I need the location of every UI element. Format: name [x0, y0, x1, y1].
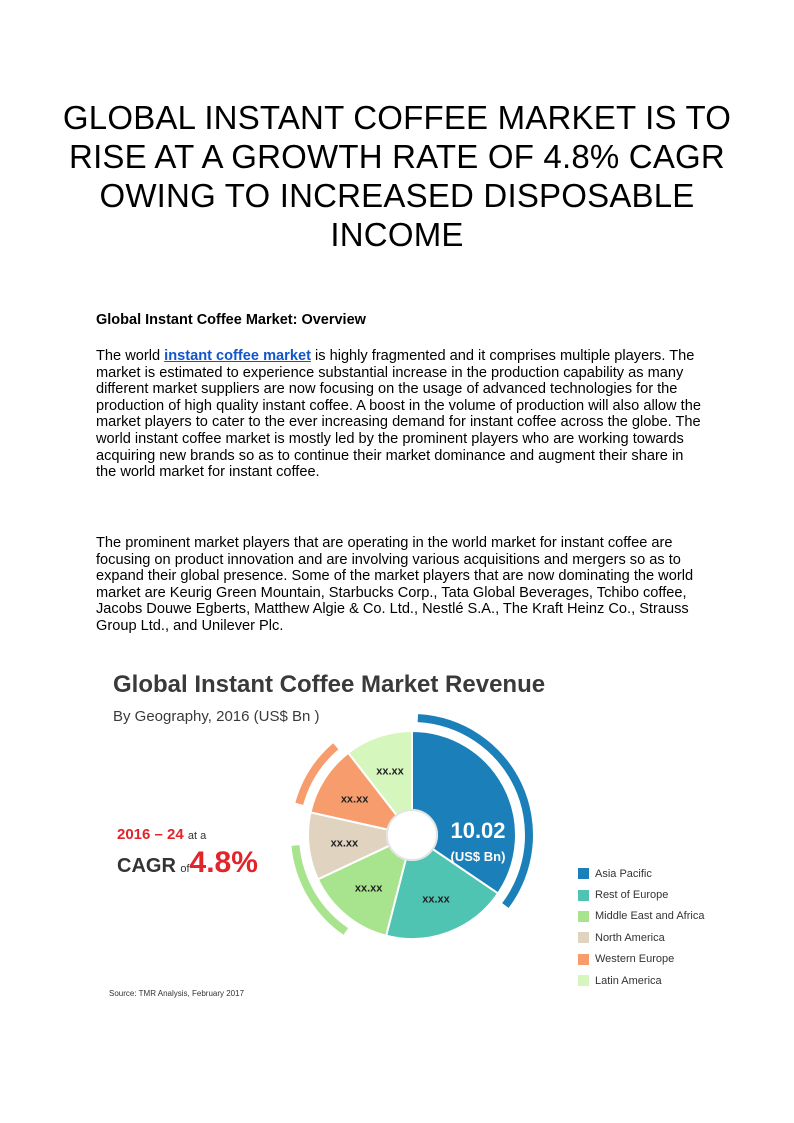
pie-primary-unit: (US$ Bn): [450, 849, 506, 864]
chart-legend: [578, 863, 704, 991]
legend-swatch: [578, 890, 589, 901]
pie-label-western-europe: xx.xx: [340, 793, 369, 806]
legend-label: Latin America: [595, 974, 662, 987]
pie-label-middle-east-and-africa: xx.xx: [354, 882, 383, 895]
paragraph-text: The world: [96, 348, 165, 364]
pie-label-north-america: xx.xx: [330, 837, 359, 850]
legend-item-rest-of-europe: [578, 884, 704, 905]
pie-label-latin-america: xx.xx: [376, 765, 404, 778]
cagr-value: 4.8%: [189, 846, 258, 879]
legend-swatch: [578, 911, 589, 922]
chart-title: Global Instant Coffee Market Revenue: [113, 671, 546, 698]
legend-label: Middle East and Africa: [595, 910, 705, 923]
legend-item-latin-america: [578, 970, 704, 991]
legend-label: North America: [595, 931, 665, 944]
legend-swatch: [578, 954, 589, 965]
legend-label: Asia Pacific: [595, 867, 652, 880]
cagr-years-text: 2016 – 24: [117, 826, 184, 843]
legend-label: Rest of Europe: [595, 889, 669, 902]
legend-swatch: [578, 975, 589, 986]
overview-paragraph-2: The prominent market players that are operating in the world market for instant coffee are focusing on product innovation and are involving various acquisitions and mergers so as to expand their global presence. Some of the market players that are now dominating the world market are Keurig Green Mountain, Starbucks Corp., Tata Global Beverages, Tchibo coffee, Jacobs Douwe Egberts, Matthew Algie & Co. Ltd., Nestlé S.A., The Kraft Heinz Co., Strauss Group Ltd., and Unilever Plc.: [96, 535, 694, 634]
pie-label-rest-of-europe: xx.xx: [422, 893, 450, 906]
overview-paragraph-1: [96, 348, 706, 481]
pie-primary-value: 10.02: [450, 818, 506, 843]
legend-swatch: [578, 932, 589, 943]
instant-coffee-market-link[interactable]: instant coffee market: [164, 348, 311, 364]
revenue-infographic: [108, 668, 718, 1008]
cagr-word: CAGR: [117, 855, 176, 877]
legend-item-north-america: [578, 927, 704, 948]
page-title: GLOBAL INSTANT COFFEE MARKET IS TO RISE AT A GROWTH RATE OF 4.8% CAGR OWING TO INCREASED DISPOSABLE INCOME: [62, 99, 732, 253]
legend-swatch: [578, 868, 589, 879]
legend-label: Western Europe: [595, 953, 675, 966]
section-heading: Global Instant Coffee Market: Overview: [96, 312, 366, 328]
pie-center-hole: [387, 810, 437, 860]
legend-item-western-europe: [578, 949, 704, 970]
legend-item-asia-pacific: [578, 863, 704, 884]
source-note: Source: TMR Analysis, February 2017: [109, 989, 245, 998]
cagr-at-text: at a: [187, 830, 207, 842]
chart-subtitle: By Geography, 2016 (US$ Bn ): [113, 708, 320, 725]
legend-item-middle-east-and-africa: [578, 906, 704, 927]
paragraph-text: is highly fragmented and it comprises multiple players. The market is estimated to experience substantial increase in the production capability as many different market suppliers are now focusing on the usage of advanced technologies for the production of high quality instant coffee. A boost in the volume of production will also allow the market players to cater to the ever increasing demand for instant coffee across the globe. The world instant coffee market is mostly led by the prominent players who are working towards acquiring new brands so as to continue their market dominance and augment their share in the world market for instant coffee.: [96, 348, 701, 481]
cagr-of-text: of: [180, 863, 190, 875]
